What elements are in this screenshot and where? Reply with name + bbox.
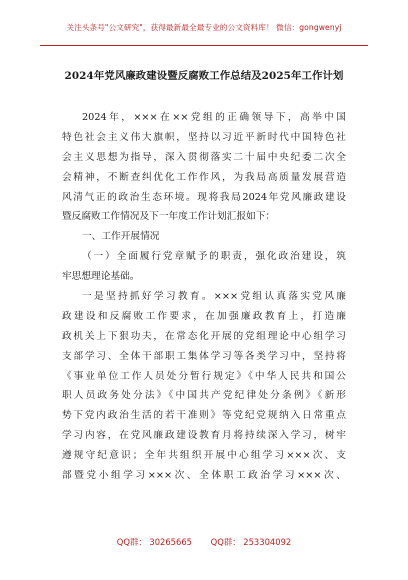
body-line: 暨反腐败工作情况及下一年度工作计划汇报如下： — [62, 211, 276, 223]
body-line: 支部学习、全体干部职工集体学习等各类学习中，坚持将 — [62, 350, 346, 362]
header-banner: 关注头条号"公文研究"，获得最新最全最专业的公文资料库！ 微信：gongwenyj — [66, 23, 342, 32]
header-divider — [40, 45, 368, 46]
body-line: 职人员政务处分法》《中国共产党纪律处分条例》《新形 — [62, 390, 346, 402]
body-line: 2024年，×××在××党组的正确领导下，高举中国 — [82, 112, 346, 123]
subsection-heading: （一）全面履行党章赋予的职责，强化政治建设，筑 — [82, 251, 346, 263]
body-line: 势下党内政治生活的若干准则》等党纪党规纳入日常重点 — [62, 410, 346, 422]
document-body — [62, 108, 346, 486]
body-line: 部暨党小组学习×××次、全体职工政治学习×××次、 — [62, 470, 346, 482]
footer — [0, 536, 408, 548]
body-line: 特色社会主义伟大旗帜，坚持以习近平新时代中国特色社 — [62, 131, 346, 143]
body-line: 会主义思想为指导，深入贯彻落实二十届中央纪委二次全 — [62, 151, 346, 163]
body-line: 《事业单位工作人员处分暂行规定》《中华人民共和国公 — [62, 370, 346, 382]
footer-qq-group-1: QQ群： 30265665 — [116, 537, 192, 547]
body-line: 一是坚持抓好学习教育。×××党组认真落实党风廉 — [82, 291, 346, 303]
body-line: 遵规守纪意识；全年共组织开展中心组学习×××次、支 — [62, 450, 346, 462]
body-line: 会精神，不断查纠优化工作作风，为我局高质量发展营造 — [62, 171, 346, 183]
body-line: 风清气正的政治生态环境。现将我局2024年党风廉政建设 — [62, 191, 346, 203]
body-line: 牢思想理论基础。 — [62, 271, 140, 283]
body-line: 政建设和反腐败工作要求，在加强廉政教育上，打造廉 — [62, 310, 346, 322]
body-line: 学习内容，在党风廉政建设教育月将持续深入学习，树牢 — [62, 430, 346, 442]
body-line: 政机关上下狠功夫，在常态化开展的党组理论中心组学习 — [62, 330, 346, 342]
section-heading: 一、工作开展情况 — [82, 231, 160, 243]
document-title: 2024年党风廉政建设暨反腐败工作总结及2025年工作计划 — [64, 70, 344, 82]
footer-qq-group-2: QQ群： 253304092 — [210, 537, 292, 547]
